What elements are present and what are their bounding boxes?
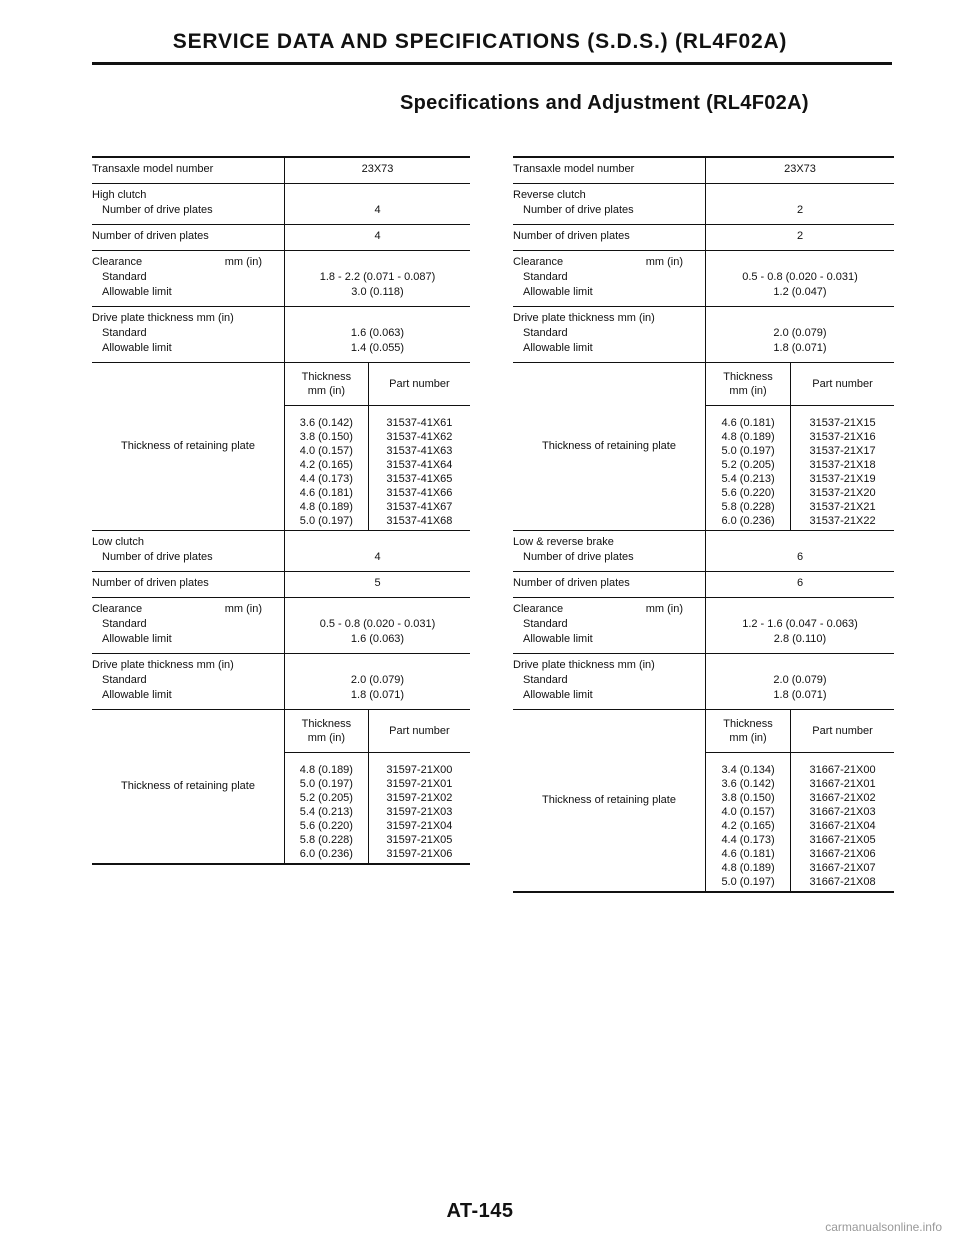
retaining-thickness-cell: 3.6 (0.142)	[285, 406, 368, 431]
thickness-unit: mm (in)	[196, 659, 234, 671]
thickness-header-unit: mm (in)	[729, 385, 767, 397]
thickness-unit: mm (in)	[617, 312, 655, 324]
thickness-heading	[513, 658, 701, 673]
retaining-plate-header	[285, 363, 470, 406]
retaining-thickness-cell: 5.0 (0.197)	[706, 444, 791, 458]
retaining-plate-row	[285, 753, 470, 778]
row-value	[284, 654, 470, 709]
retaining-plate-row	[706, 777, 894, 791]
drive-plate-thickness-row	[513, 306, 894, 362]
retaining-part-number-cell: 31667-21X02	[809, 792, 876, 804]
retaining-plate-row	[285, 833, 470, 847]
table-end-rule	[92, 863, 470, 865]
row-label	[92, 531, 284, 571]
clearance-heading	[92, 255, 280, 270]
retaining-part-number-cell: 31667-21X00	[809, 764, 876, 776]
retaining-plate-row	[285, 472, 470, 486]
thickness-column-header	[285, 363, 368, 406]
retaining-plate-header	[706, 710, 894, 753]
row-value	[705, 654, 894, 709]
retaining-thickness-cell: 5.2 (0.205)	[285, 791, 368, 805]
retaining-part-number-cell: 31537-41X65	[386, 473, 453, 485]
retaining-part-number-cell: 31667-21X07	[809, 862, 876, 874]
retaining-plate-row	[706, 444, 894, 458]
clutch-title: Reverse clutch	[513, 189, 586, 201]
row-label	[92, 158, 284, 183]
clearance-label: Clearance	[92, 603, 143, 615]
thickness-heading	[513, 311, 701, 326]
retaining-thickness-cell: 6.0 (0.236)	[706, 514, 791, 530]
thickness-column-header	[285, 710, 368, 753]
retaining-part-number-cell: 31597-21X04	[386, 820, 453, 832]
clearance-allowable-label: Allowable limit	[523, 633, 593, 645]
retaining-part-number-cell: 31537-21X16	[809, 431, 876, 443]
retaining-part-number-cell: 31537-21X21	[809, 501, 876, 513]
thickness-standard-value: 1.6 (0.063)	[350, 327, 405, 339]
thickness-header-label: Thickness	[723, 718, 773, 730]
clearance-standard-value: 1.8 - 2.2 (0.071 - 0.087)	[319, 271, 436, 283]
retaining-part-number-cell: 31537-41X62	[386, 431, 453, 443]
retaining-thickness-cell: 4.2 (0.165)	[706, 819, 791, 833]
thickness-standard-value: 2.0 (0.079)	[350, 674, 405, 686]
clearance-label: Clearance	[92, 256, 143, 268]
row-value	[284, 251, 470, 306]
thickness-unit: mm (in)	[617, 659, 655, 671]
retaining-part-number-cell: 31667-21X08	[809, 876, 876, 888]
retaining-plate-row-group	[92, 709, 470, 863]
retaining-part-number-cell: 31597-21X01	[386, 778, 453, 790]
clearance-standard-label: Standard	[102, 271, 147, 283]
retaining-plate-table-cell	[284, 363, 470, 530]
retaining-part-number-cell: 31597-21X00	[386, 764, 453, 776]
row-value	[705, 184, 894, 224]
thickness-standard-label: Standard	[102, 327, 147, 339]
thickness-column-header	[706, 363, 791, 406]
row-label	[92, 572, 284, 597]
retaining-plate-row	[285, 791, 470, 805]
retaining-plate-row-group	[513, 709, 894, 891]
thickness-label: Drive plate thickness	[92, 659, 194, 671]
retaining-plate-table-cell	[284, 710, 470, 863]
drive-plates-value: 4	[374, 204, 381, 216]
drive-plates-label: Number of drive plates	[102, 551, 213, 563]
thickness-standard-label: Standard	[523, 327, 568, 339]
thickness-standard-value: 2.0 (0.079)	[773, 674, 827, 686]
thickness-allowable-label: Allowable limit	[523, 689, 593, 701]
retaining-part-number-cell: 31597-21X05	[386, 834, 453, 846]
retaining-part-number-cell: 31537-21X20	[809, 487, 876, 499]
drive-plates-row	[513, 530, 894, 571]
clutch-title: Low & reverse brake	[513, 536, 614, 548]
row-value	[705, 572, 894, 597]
model-row	[513, 156, 894, 183]
thickness-heading	[92, 658, 280, 673]
retaining-part-number-cell: 31537-41X64	[386, 459, 453, 471]
retaining-plate-table	[285, 363, 470, 530]
part-number-column-header: Part number	[791, 710, 894, 753]
driven-plates-label: Number of driven plates	[92, 230, 209, 242]
retaining-thickness-cell: 4.0 (0.157)	[706, 805, 791, 819]
retaining-thickness-cell: 5.6 (0.220)	[285, 819, 368, 833]
row-value	[284, 184, 470, 224]
row-label	[513, 158, 705, 183]
row-label	[513, 572, 705, 597]
retaining-plate-table-cell	[705, 363, 894, 530]
retaining-plate-row	[285, 458, 470, 472]
clearance-standard-label: Standard	[523, 271, 568, 283]
retaining-part-number-cell: 31667-21X06	[809, 848, 876, 860]
retaining-thickness-cell: 4.4 (0.173)	[706, 833, 791, 847]
retaining-part-number-cell: 31667-21X03	[809, 806, 876, 818]
row-label	[92, 225, 284, 250]
clutch-title: High clutch	[92, 189, 147, 201]
drive-plates-label: Number of drive plates	[102, 204, 213, 216]
driven-plates-label: Number of driven plates	[92, 577, 209, 589]
clearance-heading	[513, 602, 701, 617]
thickness-standard-label: Standard	[102, 674, 147, 686]
retaining-plate-row	[706, 847, 894, 861]
retaining-thickness-cell: 3.6 (0.142)	[706, 777, 791, 791]
retaining-thickness-cell: 3.8 (0.150)	[285, 430, 368, 444]
retaining-part-number-cell: 31667-21X05	[809, 834, 876, 846]
clearance-allowable-label: Allowable limit	[102, 633, 172, 645]
row-label	[92, 184, 284, 224]
header-rule	[92, 62, 892, 65]
thickness-heading	[92, 311, 280, 326]
retaining-part-number-cell: 31537-21X15	[809, 417, 876, 429]
retaining-thickness-cell: 6.0 (0.236)	[285, 847, 368, 863]
thickness-allowable-value: 1.8 (0.071)	[773, 689, 827, 701]
model-label: Transaxle model number	[513, 163, 635, 175]
thickness-label: Drive plate thickness	[513, 312, 615, 324]
retaining-plate-label: Thickness of retaining plate	[542, 794, 676, 806]
thickness-standard-label: Standard	[523, 674, 568, 686]
driven-plates-row	[513, 224, 894, 250]
retaining-plate-label: Thickness of retaining plate	[121, 440, 255, 452]
retaining-thickness-cell: 4.6 (0.181)	[285, 486, 368, 500]
thickness-label: Drive plate thickness	[92, 312, 194, 324]
retaining-plate-row	[285, 500, 470, 514]
retaining-plate-row	[706, 819, 894, 833]
retaining-plate-row	[706, 875, 894, 891]
row-label	[92, 598, 284, 653]
row-label	[513, 654, 705, 709]
thickness-allowable-value: 1.4 (0.055)	[350, 342, 405, 354]
row-label	[92, 654, 284, 709]
retaining-part-number-cell: 31597-21X02	[386, 792, 453, 804]
clearance-unit: mm (in)	[645, 256, 683, 268]
thickness-column-header	[706, 710, 791, 753]
row-value	[284, 307, 470, 362]
driven-plates-row	[92, 224, 470, 250]
retaining-plate-row-group	[513, 362, 894, 530]
retaining-thickness-cell: 5.8 (0.228)	[285, 833, 368, 847]
thickness-header-unit: mm (in)	[729, 732, 767, 744]
retaining-thickness-cell: 4.8 (0.189)	[285, 500, 368, 514]
row-value	[284, 572, 470, 597]
retaining-plate-row	[706, 514, 894, 530]
retaining-part-number-cell: 31537-21X19	[809, 473, 876, 485]
row-value	[705, 531, 894, 571]
retaining-plate-row	[285, 406, 470, 431]
clearance-label: Clearance	[513, 603, 564, 615]
retaining-plate-table	[285, 710, 470, 863]
page-number: AT-145	[446, 1200, 514, 1222]
row-label	[513, 251, 705, 306]
drive-plate-thickness-row	[92, 653, 470, 709]
clearance-label: Clearance	[513, 256, 564, 268]
retaining-thickness-cell: 4.8 (0.189)	[706, 861, 791, 875]
retaining-plate-row	[706, 791, 894, 805]
clearance-allowable-value: 1.2 (0.047)	[773, 286, 827, 298]
retaining-part-number-cell: 31537-41X61	[386, 417, 453, 429]
thickness-allowable-value: 1.8 (0.071)	[350, 689, 405, 701]
retaining-part-number-cell: 31537-41X68	[386, 515, 453, 527]
retaining-thickness-cell: 5.8 (0.228)	[706, 500, 791, 514]
thickness-header-unit: mm (in)	[307, 385, 346, 397]
clutch-title: Low clutch	[92, 536, 144, 548]
thickness-label: Drive plate thickness	[513, 659, 615, 671]
clearance-allowable-label: Allowable limit	[523, 286, 593, 298]
retaining-part-number-cell: 31667-21X04	[809, 820, 876, 832]
retaining-plate-row	[706, 472, 894, 486]
retaining-plate-row	[706, 486, 894, 500]
thickness-allowable-label: Allowable limit	[102, 342, 172, 354]
retaining-part-number-cell: 31537-21X22	[809, 515, 876, 527]
retaining-thickness-cell: 4.8 (0.189)	[706, 430, 791, 444]
row-label	[513, 598, 705, 653]
clearance-heading	[513, 255, 701, 270]
retaining-plate-label: Thickness of retaining plate	[542, 440, 676, 452]
row-label	[92, 251, 284, 306]
thickness-allowable-label: Allowable limit	[523, 342, 593, 354]
left-spec-table	[92, 156, 470, 865]
retaining-thickness-cell: 4.4 (0.173)	[285, 472, 368, 486]
clearance-standard-value: 0.5 - 0.8 (0.020 - 0.031)	[742, 271, 858, 283]
row-value	[705, 598, 894, 653]
row-label	[513, 184, 705, 224]
driven-plates-row	[92, 571, 470, 597]
model-value: 23X73	[361, 163, 394, 175]
row-value	[705, 158, 894, 183]
retaining-plate-table	[706, 363, 894, 530]
retaining-thickness-cell: 5.4 (0.213)	[706, 472, 791, 486]
retaining-plate-row	[285, 805, 470, 819]
row-value	[284, 225, 470, 250]
clearance-heading	[92, 602, 280, 617]
retaining-plate-row	[285, 819, 470, 833]
clearance-unit: mm (in)	[224, 603, 262, 615]
driven-plates-label: Number of driven plates	[513, 230, 630, 242]
retaining-plate-row-group	[92, 362, 470, 530]
clearance-allowable-value: 3.0 (0.118)	[351, 286, 404, 298]
retaining-thickness-cell: 5.6 (0.220)	[706, 486, 791, 500]
thickness-header-unit: mm (in)	[307, 732, 346, 744]
watermark: carmanualsonline.info	[825, 1220, 942, 1234]
thickness-header-label: Thickness	[301, 371, 352, 383]
retaining-plate-row	[706, 500, 894, 514]
drive-plates-value: 2	[796, 204, 804, 216]
retaining-thickness-cell: 4.0 (0.157)	[285, 444, 368, 458]
page-header-title: SERVICE DATA AND SPECIFICATIONS (S.D.S.) (RL4F02A)	[172, 30, 788, 53]
retaining-thickness-cell: 3.8 (0.150)	[706, 791, 791, 805]
retaining-plate-row	[285, 444, 470, 458]
clearance-allowable-label: Allowable limit	[102, 286, 172, 298]
part-number-column-header: Part number	[368, 363, 470, 406]
part-number-column-header: Part number	[791, 363, 894, 406]
retaining-part-number-cell: 31537-21X17	[809, 445, 876, 457]
retaining-thickness-cell: 3.4 (0.134)	[706, 753, 791, 778]
retaining-part-number-cell: 31537-41X63	[386, 445, 453, 457]
retaining-plate-row	[706, 406, 894, 431]
retaining-plate-row	[285, 430, 470, 444]
clearance-unit: mm (in)	[645, 603, 683, 615]
thickness-header-label: Thickness	[301, 718, 352, 730]
drive-plates-label: Number of drive plates	[523, 551, 634, 563]
driven-plates-value: 5	[374, 577, 381, 589]
retaining-part-number-cell: 31597-21X06	[386, 848, 453, 860]
part-number-column-header: Part number	[368, 710, 470, 753]
thickness-allowable-value: 1.8 (0.071)	[773, 342, 827, 354]
drive-plates-row	[92, 183, 470, 224]
row-value	[284, 158, 470, 183]
clearance-row	[92, 597, 470, 653]
driven-plates-label: Number of driven plates	[513, 577, 630, 589]
retaining-plate-row	[285, 847, 470, 863]
thickness-standard-value: 2.0 (0.079)	[773, 327, 827, 339]
thickness-header-label: Thickness	[723, 371, 773, 383]
retaining-plate-header	[285, 710, 470, 753]
clearance-row	[92, 250, 470, 306]
clearance-unit: mm (in)	[224, 256, 262, 268]
clearance-allowable-value: 1.6 (0.063)	[350, 633, 405, 645]
drive-plates-value: 4	[374, 551, 381, 563]
driven-plates-row	[513, 571, 894, 597]
row-value	[705, 225, 894, 250]
model-value: 23X73	[784, 163, 816, 175]
row-label	[513, 307, 705, 362]
row-value	[705, 307, 894, 362]
model-row	[92, 156, 470, 183]
clearance-row	[513, 597, 894, 653]
clearance-standard-value: 0.5 - 0.8 (0.020 - 0.031)	[319, 618, 436, 630]
thickness-unit: mm (in)	[196, 312, 234, 324]
retaining-thickness-cell: 5.0 (0.197)	[285, 514, 368, 530]
drive-plates-value: 6	[796, 551, 804, 563]
retaining-thickness-cell: 5.4 (0.213)	[285, 805, 368, 819]
row-value	[284, 598, 470, 653]
clearance-allowable-value: 2.8 (0.110)	[773, 633, 827, 645]
retaining-plate-row	[706, 861, 894, 875]
retaining-thickness-cell: 5.0 (0.197)	[285, 777, 368, 791]
retaining-thickness-cell: 4.2 (0.165)	[285, 458, 368, 472]
drive-plates-row	[513, 183, 894, 224]
retaining-thickness-cell: 5.0 (0.197)	[706, 875, 791, 891]
retaining-part-number-cell: 31667-21X01	[809, 778, 876, 790]
retaining-part-number-cell: 31597-21X03	[386, 806, 453, 818]
drive-plates-label: Number of drive plates	[523, 204, 634, 216]
driven-plates-value: 6	[796, 577, 804, 589]
table-end-rule	[513, 891, 894, 893]
retaining-plate-table	[706, 710, 894, 891]
row-label	[92, 307, 284, 362]
retaining-plate-row	[285, 486, 470, 500]
retaining-thickness-cell: 4.6 (0.181)	[706, 847, 791, 861]
row-label	[513, 531, 705, 571]
retaining-plate-row	[285, 514, 470, 530]
clearance-standard-label: Standard	[523, 618, 568, 630]
drive-plate-thickness-row	[513, 653, 894, 709]
retaining-plate-row	[706, 458, 894, 472]
driven-plates-value: 2	[796, 230, 804, 242]
clearance-standard-value: 1.2 - 1.6 (0.047 - 0.063)	[742, 618, 858, 630]
retaining-plate-row	[706, 805, 894, 819]
retaining-plate-row	[706, 753, 894, 778]
retaining-thickness-cell: 4.8 (0.189)	[285, 753, 368, 778]
retaining-plate-row	[285, 777, 470, 791]
clearance-standard-label: Standard	[102, 618, 147, 630]
retaining-part-number-cell: 31537-41X66	[386, 487, 453, 499]
thickness-allowable-label: Allowable limit	[102, 689, 172, 701]
retaining-plate-header	[706, 363, 894, 406]
section-title: Specifications and Adjustment (RL4F02A)	[400, 92, 809, 114]
row-value	[284, 531, 470, 571]
retaining-part-number-cell: 31537-21X18	[809, 459, 876, 471]
retaining-thickness-cell: 4.6 (0.181)	[706, 406, 791, 431]
model-label: Transaxle model number	[92, 163, 214, 175]
retaining-plate-row	[706, 430, 894, 444]
row-label	[513, 225, 705, 250]
retaining-thickness-cell: 5.2 (0.205)	[706, 458, 791, 472]
retaining-part-number-cell: 31537-41X67	[386, 501, 453, 513]
driven-plates-value: 4	[374, 230, 381, 242]
clearance-row	[513, 250, 894, 306]
row-value	[705, 251, 894, 306]
retaining-plate-row	[706, 833, 894, 847]
drive-plates-row	[92, 530, 470, 571]
right-spec-table	[513, 156, 894, 893]
drive-plate-thickness-row	[92, 306, 470, 362]
retaining-plate-table-cell	[705, 710, 894, 891]
retaining-plate-label: Thickness of retaining plate	[121, 780, 255, 792]
